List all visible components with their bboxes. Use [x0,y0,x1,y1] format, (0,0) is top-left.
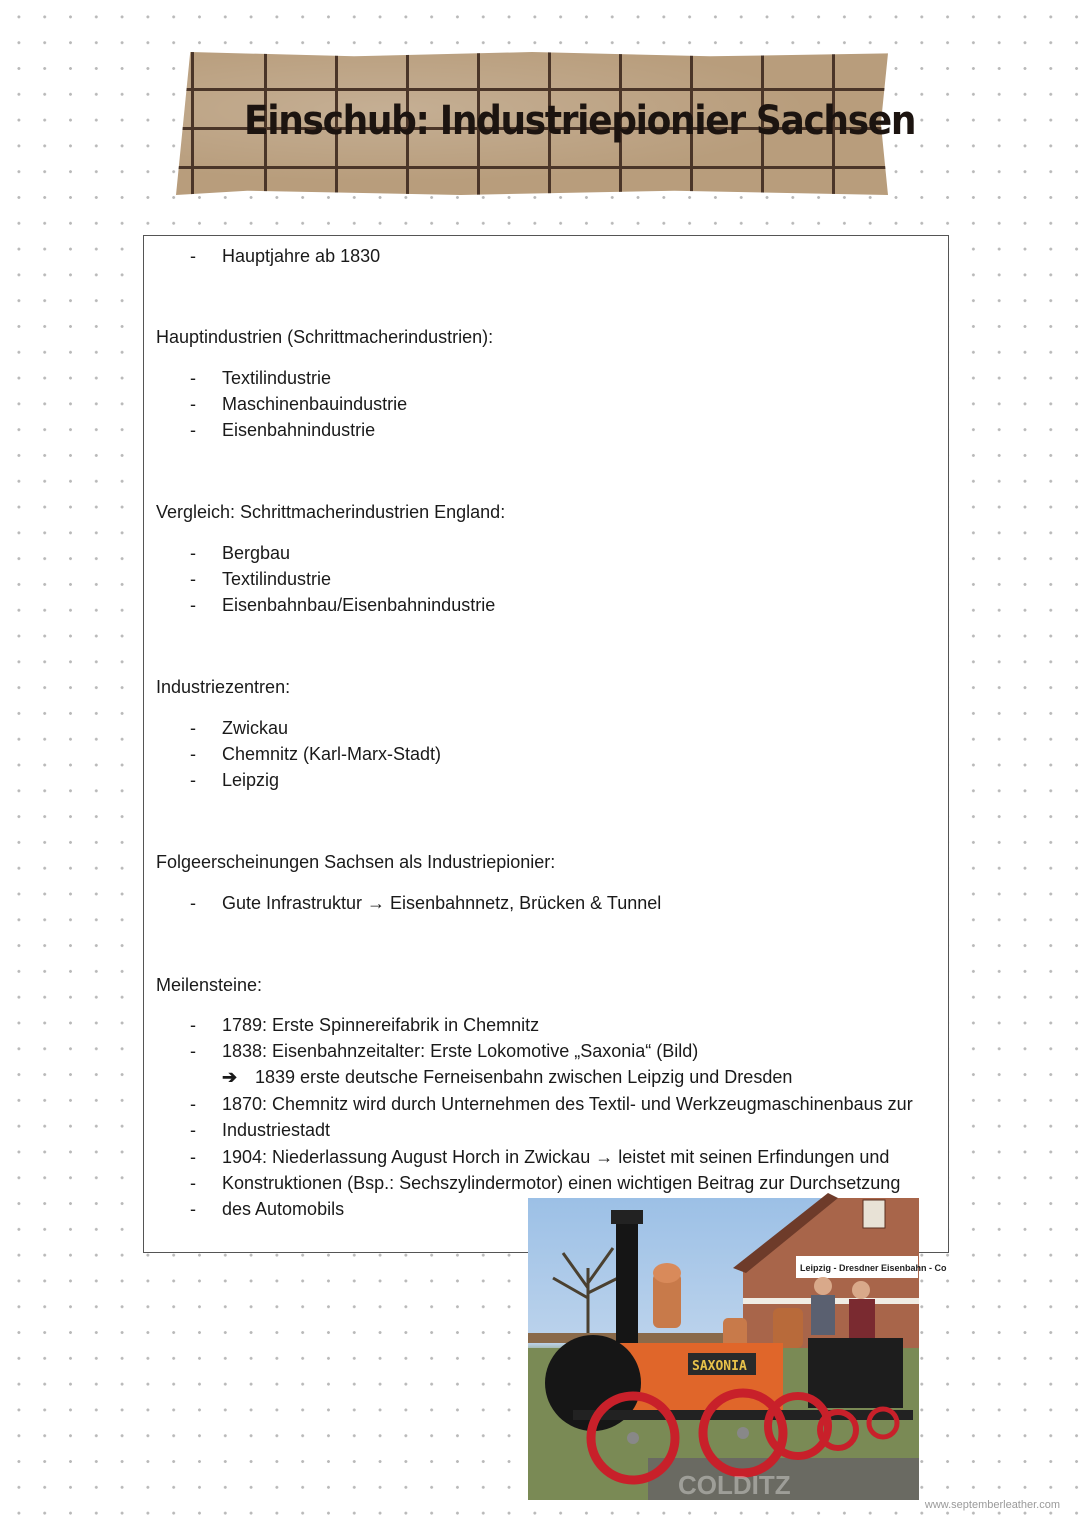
section-heading: Meilensteine: [156,975,263,995]
list-item: - Gute Infrastruktur → Eisenbahnnetz, Brücken & Tunnel [222,890,661,916]
list-item: - Maschinenbauindustrie [222,391,407,417]
station-sign: Leipzig - Dresdner Eisenbahn - Co [800,1263,947,1273]
saxonia-locomotive-photo [528,1198,947,1500]
list-item: - Bergbau [222,540,290,566]
list-item: - 1870: Chemnitz wird durch Unternehmen des Textil- und Werkzeugmaschinenbaus zur [222,1091,913,1117]
list-item: - Leipzig [222,767,279,793]
list-item: - Zwickau [222,715,288,741]
photo-credit: COLDITZ [678,1470,791,1500]
list-item-continuation: - des Automobils [222,1196,344,1222]
list-item: - Textilindustrie [222,566,331,592]
list-item: - Chemnitz (Karl-Marx-Stadt) [222,741,441,767]
list-item: - 1838: Eisenbahnzeitalter: Erste Lokomotive „Saxonia“ (Bild) [222,1038,698,1064]
list-item: - 1789: Erste Spinnereifabrik in Chemnitz [222,1012,539,1038]
list-item: - 1904: Niederlassung August Horch in Zwickau → leistet mit seinen Erfindungen und [222,1144,889,1170]
arrow-note-text: 1839 erste deutsche Ferneisenbahn zwischen Leipzig und Dresden [255,1067,793,1087]
loco-nameplate: SAXONIA [692,1359,747,1374]
list-item: - Hauptjahre ab 1830 [222,243,380,269]
list-item: - Eisenbahnbau/Eisenbahnindustrie [222,592,495,618]
section-heading: Folgeerscheinungen Sachsen als Industriepionier: [156,852,556,872]
list-item: - Eisenbahnindustrie [222,417,375,443]
section-heading: Hauptindustrien (Schrittmacherindustrien): [156,327,494,347]
list-item-continuation: - Konstruktionen (Bsp.: Sechszylindermotor) einen wichtigen Beitrag zur Durchsetzung [222,1170,900,1196]
page-title: Einschub: Industriepionier Sachsen [244,98,916,144]
watermark: www.septemberleather.com [924,1499,1060,1511]
list-item: - Textilindustrie [222,365,331,391]
list-item-continuation: - Industriestadt [222,1117,330,1143]
arrow-icon: ➔ [222,1067,238,1087]
section-heading: Industriezentren: [156,677,291,697]
section-heading: Vergleich: Schrittmacherindustrien England: [156,502,506,522]
